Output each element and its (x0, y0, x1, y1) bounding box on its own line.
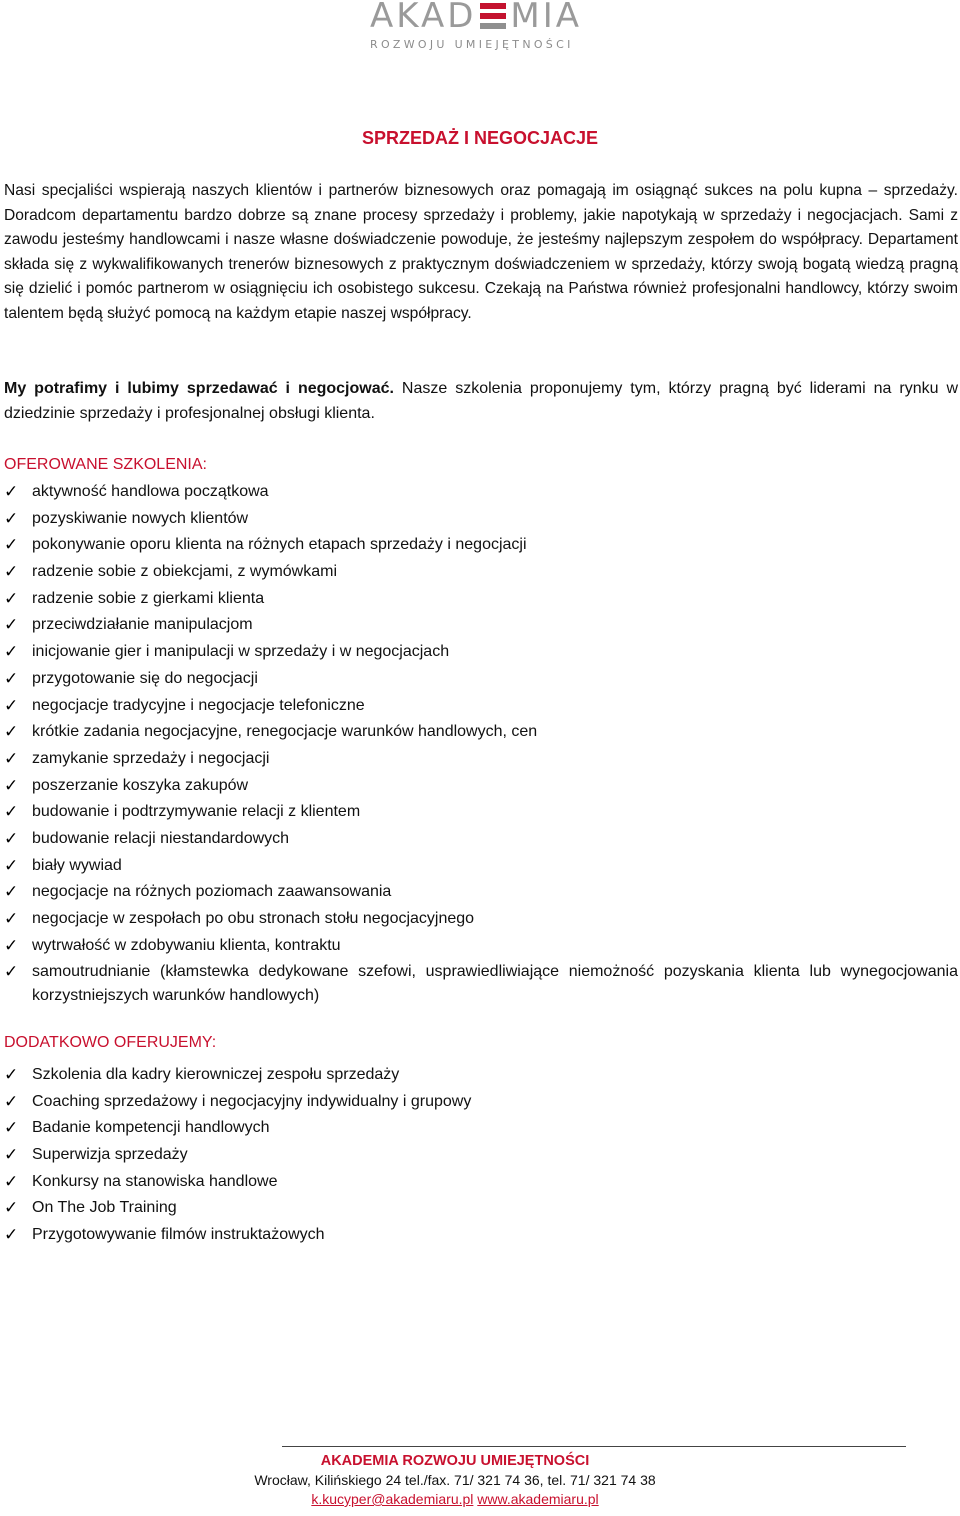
checkmark-icon: ✓ (4, 1145, 19, 1166)
footer-address: Wrocław, Kilińskiego 24 tel./fax. 71/ 321 74 36, tel. 71/ 321 74 38 (254, 1472, 656, 1488)
list-item (4, 960, 958, 1008)
list-item-text: poszerzanie koszyka zakupów (32, 776, 249, 794)
checkmark-icon: ✓ (4, 802, 19, 823)
checkmark-icon: ✓ (4, 962, 19, 983)
list-item (4, 560, 958, 584)
list-item-text: On The Job Training (32, 1199, 177, 1217)
checkmark-icon: ✓ (4, 1198, 19, 1219)
footer-links (160, 1491, 750, 1507)
list-item (4, 480, 958, 504)
list-item-text: budowanie i podtrzymywanie relacji z klientem (32, 803, 361, 821)
footer-divider (282, 1446, 906, 1447)
list-item-text: Coaching sprzedażowy i negocjacyjny indywidualny i grupowy (32, 1092, 472, 1110)
list-item-text: zamykanie sprzedaży i negocjacji (32, 749, 270, 767)
checkmark-icon: ✓ (4, 828, 19, 849)
list-item (4, 1196, 958, 1220)
list-item-text: negocjacje w zespołach po obu stronach stołu negocjacyjnego (32, 910, 475, 927)
list-item-text: Szkolenia dla kadry kierowniczej zespołu sprzedaży (32, 1066, 400, 1083)
company-logo (364, 0, 583, 56)
additional-heading: DODATKOWO OFERUJEMY: (4, 1034, 217, 1051)
logo-text-left: AKAD (370, 0, 477, 36)
list-item-text: samoutrudnianie (kłamstewka dedykowane szefowi, usprawiedliwiające niemożność pozyskania klienta lub wynegocjowania korzystniejszych warunków handlowych) (32, 963, 958, 1005)
list-item-text: Badanie kompetencji handlowych (32, 1119, 270, 1137)
list-item (4, 613, 958, 637)
list-item (4, 587, 958, 611)
checkmark-icon: ✓ (4, 775, 19, 796)
checkmark-icon: ✓ (4, 748, 19, 769)
checkmark-icon: ✓ (4, 482, 19, 502)
checkmark-icon: ✓ (4, 535, 19, 556)
list-item (4, 1223, 958, 1247)
checkmark-icon: ✓ (4, 909, 19, 929)
checkmark-icon: ✓ (4, 1118, 19, 1139)
list-item-text: pokonywanie oporu klienta na różnych etapach sprzedaży i negocjacji (32, 536, 527, 554)
list-item (4, 1116, 958, 1140)
logo-text-right: MIA (510, 0, 583, 36)
list-item-text: przygotowanie się do negocjacji (32, 669, 258, 687)
list-item-text: krótkie zadania negocjacyjne, renegocjacje warunków handlowych, cen (32, 723, 538, 741)
list-item (4, 1063, 958, 1087)
checkmark-icon: ✓ (4, 1225, 19, 1246)
list-item-text: aktywność handlowa początkowa (32, 483, 269, 500)
checkmark-icon: ✓ (4, 508, 19, 529)
list-item-text: radzenie sobie z obiekcjami, z wymówkami (32, 563, 337, 581)
list-item (4, 507, 958, 531)
checkmark-icon: ✓ (4, 882, 19, 903)
checkmark-icon: ✓ (4, 642, 19, 663)
list-item-text: Superwizja sprzedaży (32, 1146, 188, 1164)
list-item (4, 694, 958, 718)
list-item (4, 747, 958, 771)
checkmark-icon: ✓ (4, 615, 19, 636)
list-item (4, 720, 958, 744)
list-item (4, 640, 958, 664)
list-item (4, 827, 958, 851)
checkmark-icon: ✓ (4, 1065, 19, 1085)
intro-section (4, 179, 958, 327)
list-item-text: wytrwałość w zdobywaniu klienta, kontraktu (32, 936, 341, 954)
logo-wordmark (370, 0, 582, 36)
checkmark-icon: ✓ (4, 695, 19, 716)
list-item (4, 1143, 958, 1167)
list-item (4, 880, 958, 904)
list-item (4, 667, 958, 691)
logo-bars-icon (480, 0, 506, 29)
list-item-text: negocjacje na różnych poziomach zaawansowania (32, 883, 392, 901)
footer-email-link[interactable]: k.kucyper@akademiaru.pl (311, 1491, 474, 1507)
list-item-text: pozyskiwanie nowych klientów (32, 509, 249, 527)
list-item (4, 854, 958, 878)
list-item (4, 800, 958, 824)
list-item-text: Konkursy na stanowiska handlowe (32, 1172, 278, 1190)
list-item-text: biały wywiad (32, 856, 122, 874)
tagline-paragraph (4, 377, 958, 426)
intro-paragraph: Nasi specjaliści wspierają naszych klientów i partnerów biznesowych oraz pomagają im osiągnąć sukces na polu kupna – sprzedaży. Doradcom departamentu bardzo dobrze są znane procesy sprzedaży i problemy, jakie napotykają w sprzedaży i negocjacjach. Sami z zawodu jesteśmy handlowcami i nasze własne doświadczenie powoduje, że jesteśmy najlepszym zespołem do współpracy. Departament składa się z wykwalifikowanych trenerów biznesowych z praktycznym doświadczeniem w sprzedaży, którzy swoją bogatą wiedzą pragną się dzielić i pomóc partnerom w osiągnięciu ich osobistego sukcesu. Czekają na Państwa również profesjonalni handlowcy, którzy swoim talentem będą służyć pomocą na każdym etapie naszej współpracy. (4, 182, 958, 322)
list-item-text: przeciwdziałanie manipulacjom (32, 616, 253, 634)
offered-heading: OFEROWANE SZKOLENIA: (4, 456, 207, 473)
list-item (4, 1090, 958, 1114)
checkmark-icon: ✓ (4, 1171, 19, 1192)
checkmark-icon: ✓ (4, 1091, 19, 1112)
list-item (4, 934, 958, 958)
list-item (4, 1170, 958, 1194)
list-item (4, 774, 958, 798)
list-item-text: budowanie relacji niestandardowych (32, 829, 290, 847)
checkmark-icon: ✓ (4, 668, 19, 689)
checkmark-icon: ✓ (4, 562, 19, 583)
checkmark-icon: ✓ (4, 722, 19, 743)
offered-list (4, 480, 958, 1011)
logo-subtitle: ROZWOJU UMIEJĘTNOŚCI (370, 38, 574, 51)
list-item-text: inicjowanie gier i manipulacji w sprzedaży i w negocjacjach (32, 643, 450, 661)
list-item-text: Przygotowywanie filmów instruktażowych (32, 1226, 325, 1244)
checkmark-icon: ✓ (4, 855, 19, 876)
footer-company (160, 1452, 750, 1469)
additional-list (4, 1063, 958, 1250)
list-item-text: negocjacje tradycyjne i negocjacje telefoniczne (32, 696, 365, 714)
checkmark-icon: ✓ (4, 588, 19, 609)
checkmark-icon: ✓ (4, 935, 19, 956)
list-item (4, 533, 958, 557)
list-item-text: radzenie sobie z gierkami klienta (32, 589, 265, 607)
tagline-text: Nasze szkolenia proponujemy tym, którzy pragną być liderami na rynku w dziedzinie sprzedaży i profesjonalnej obsługi klienta. (4, 380, 958, 422)
list-item (4, 907, 958, 931)
page-title: SPRZEDAŻ I NEGOCJACJE (361, 128, 599, 148)
footer-company-name: AKADEMIA ROZWOJU UMIEJĘTNOŚCI (320, 1453, 590, 1469)
footer-website-link[interactable]: www.akademiaru.pl (477, 1491, 599, 1507)
tagline-bold: My potrafimy i lubimy sprzedawać i negocjować. (4, 380, 394, 397)
